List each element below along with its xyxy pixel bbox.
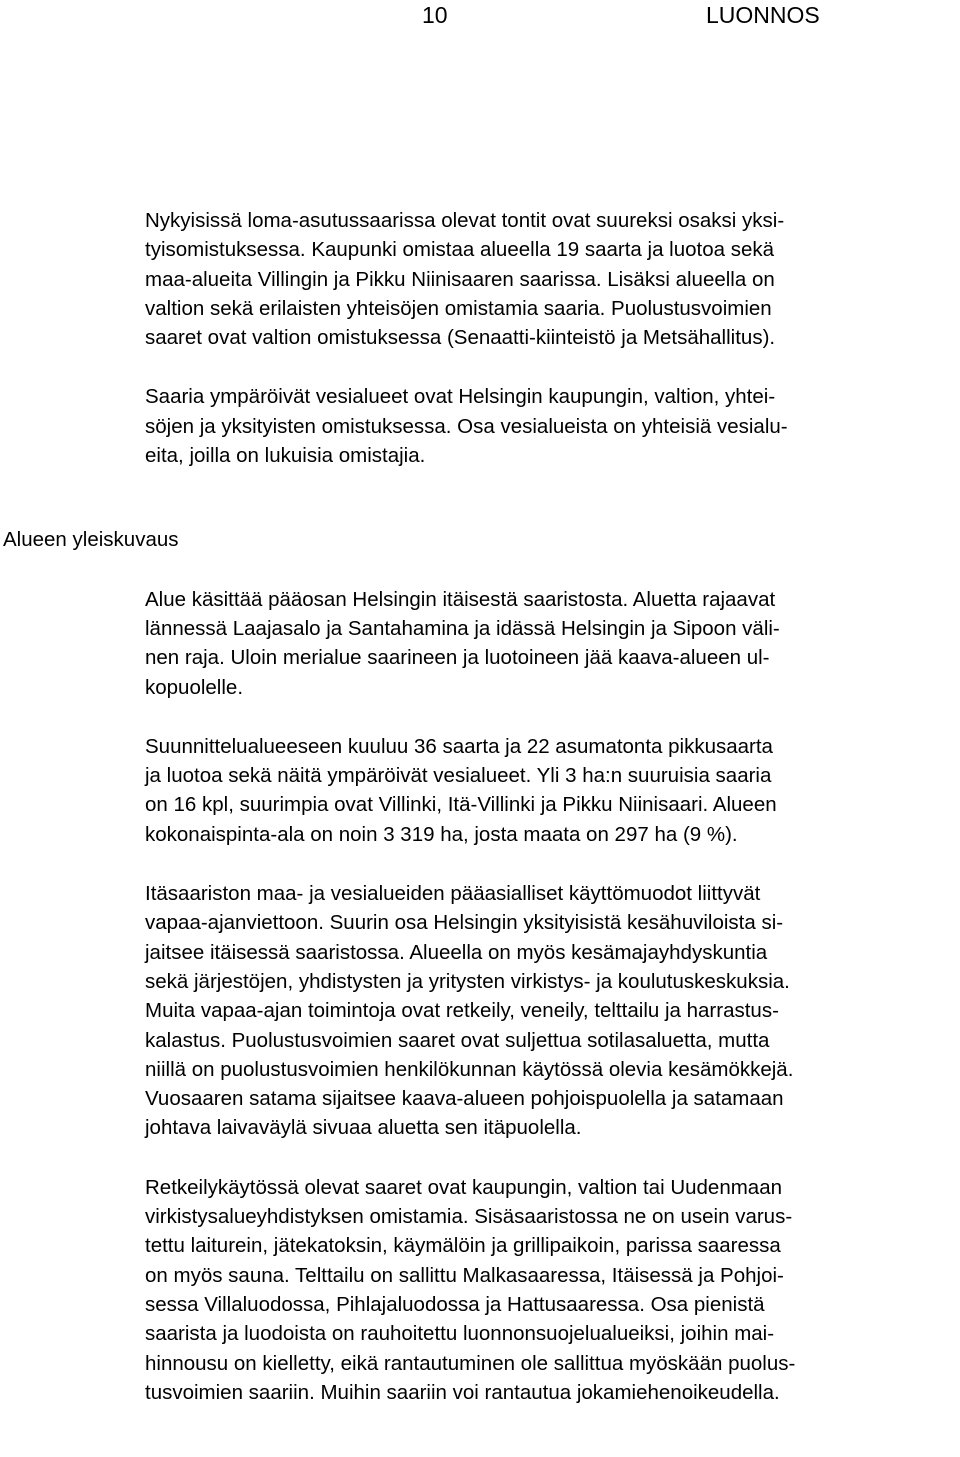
text-line: on myös sauna. Telttailu on sallittu Malkasaaressa, Itäisessä ja Pohjoi- <box>145 1263 784 1287</box>
text-line: Vuosaaren satama sijaitsee kaava-alueen pohjoispuolella ja satamaan <box>145 1087 784 1111</box>
text-line: lännessä Laajasalo ja Santahamina ja idässä Helsingin ja Sipoon väli- <box>145 616 780 640</box>
paragraph-planning-area <box>145 732 950 849</box>
text-line: sessa Villaluodossa, Pihlajaluodossa ja Hattusaaressa. Osa pienistä <box>145 1292 765 1316</box>
text-line: maa-alueita Villingin ja Pikku Niinisaaren saarissa. Lisäksi alueella on <box>145 267 775 291</box>
text-line: saarista ja luodoista on rauhoitettu luonnonsuojelualueiksi, joihin mai- <box>145 1322 775 1346</box>
draft-label: LUONNOS <box>706 2 820 28</box>
text-line: sekä järjestöjen, yhdistysten ja yritysten virkistys- ja koulutuskeskuksia. <box>145 969 790 993</box>
text-line: Nykyisissä loma-asutussaarissa olevat tontit ovat suureksi osaksi yksi- <box>145 209 785 232</box>
text-line: Muita vapaa-ajan toimintoja ovat retkeily, veneily, telttailu ja harrastus- <box>145 999 779 1023</box>
text-line: niillä on puolustusvoimien henkilökunnan käytössä olevia kesämökkejä. <box>145 1057 794 1081</box>
text-line: Itäsaariston maa- ja vesialueiden pääasialliset käyttömuodot liittyvät <box>145 882 761 906</box>
page-number: 10 <box>422 2 448 28</box>
text-line: kopuolelle. <box>145 675 244 699</box>
text-line: Retkeilykäytössä olevat saaret ovat kaupungin, valtion tai Uudenmaan <box>145 1175 783 1199</box>
text-line: kokonaispinta-ala on noin 3 319 ha, josta maata on 297 ha (9 %). <box>145 822 738 846</box>
text-line: nen raja. Uloin merialue saarineen ja luotoineen jää kaava-alueen ul- <box>145 646 770 670</box>
text-line: johtava laivaväylä sivuaa aluetta sen itäpuolella. <box>145 1116 582 1140</box>
text-line: Suunnittelualueeseen kuuluu 36 saarta ja 22 asumatonta pikkusaarta <box>145 734 773 758</box>
document-body <box>0 206 960 1437</box>
text-line: saaret ovat valtion omistuksessa (Senaatti-kiinteistö ja Metsähallitus). <box>145 326 776 350</box>
text-line: Alue käsittää pääosan Helsingin itäisestä saaristosta. Aluetta rajaavat <box>145 587 776 611</box>
text-line: hinnousu on kielletty, eikä rantautuminen ole sallittua myöskään puolus- <box>145 1351 796 1375</box>
text-line: kalastus. Puolustusvoimien saaret ovat suljettua sotilasaluetta, mutta <box>145 1028 770 1052</box>
paragraph-recreation-islands <box>145 1173 950 1407</box>
text-line: jaitsee itäisessä saaristossa. Alueella on myös kesämajayhdyskuntia <box>145 940 768 964</box>
section-heading: Alueen yleiskuvaus <box>3 528 179 552</box>
text-line: tyisomistuksessa. Kaupunki omistaa alueella 19 saarta ja luotoa sekä <box>145 238 775 262</box>
paragraph-ownership-islands <box>145 206 950 352</box>
paragraph-area-extent <box>145 585 950 702</box>
text-line: tusvoimien saariin. Muihin saariin voi rantautua jokamiehenoikeudella. <box>145 1380 780 1404</box>
text-line: valtion sekä erilaisten yhteisöjen omistamia saaria. Puolustusvoimien <box>145 296 772 320</box>
text-line: on 16 kpl, suurimpia ovat Villinki, Itä-Villinki ja Pikku Niinisaari. Alueen <box>145 793 777 817</box>
text-line: vapaa-ajanviettoon. Suurin osa Helsingin yksityisistä kesähuviloista si- <box>145 911 784 935</box>
text-line: virkistysalueyhdistyksen omistamia. Sisäsaaristossa ne on usein varus- <box>145 1205 793 1229</box>
paragraph-ownership-waters <box>145 382 950 470</box>
text-line: Saaria ympäröivät vesialueet ovat Helsingin kaupungin, valtion, yhtei- <box>145 385 776 409</box>
paragraph-land-use <box>145 879 950 1143</box>
text-line: tettu laiturein, jätekatoksin, käymälöin ja grillipaikoin, parissa saaressa <box>145 1234 781 1258</box>
text-line: söjen ja yksityisten omistuksessa. Osa vesialueista on yhteisiä vesialu- <box>145 414 788 438</box>
text-line: eita, joilla on lukuisia omistajia. <box>145 444 426 468</box>
text-line: ja luotoa sekä näitä ympäröivät vesialueet. Yli 3 ha:n suuruisia saaria <box>145 764 772 788</box>
